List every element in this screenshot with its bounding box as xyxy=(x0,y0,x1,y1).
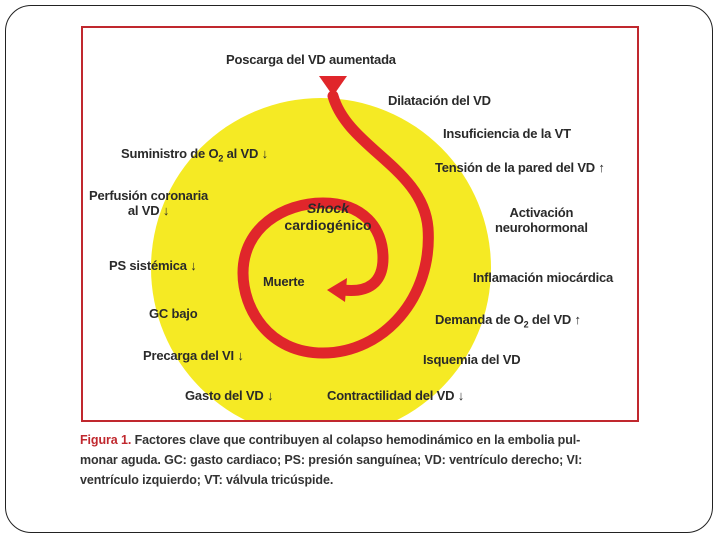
label-inflamacion: Inflamación miocárdica xyxy=(473,270,614,285)
label-perfusion-line2 xyxy=(89,203,208,218)
caption-line1 xyxy=(80,430,655,450)
label-isquemia: Isquemia del VD xyxy=(423,352,521,367)
label-perfusion xyxy=(89,188,208,218)
arrow-down-icon: ↓ xyxy=(190,258,197,273)
label-precarga xyxy=(143,348,244,363)
label-demanda-post: del VD xyxy=(528,312,572,327)
label-poscarga: Poscarga del VD aumentada xyxy=(226,52,396,67)
label-tension-text: Tensión de la pared del VD xyxy=(435,160,595,175)
label-demanda-sub: 2 xyxy=(523,319,529,330)
label-demanda xyxy=(435,312,581,333)
label-activacion xyxy=(495,205,588,235)
label-suministro xyxy=(121,146,268,167)
label-contractilidad-text: Contractilidad del VD xyxy=(327,388,455,403)
arrow-down-icon: ↓ xyxy=(237,348,244,363)
label-ps xyxy=(109,258,197,273)
arrow-down-icon: ↓ xyxy=(162,203,170,218)
label-perfusion-line2-text: al VD xyxy=(127,203,160,218)
label-suministro-post: al VD xyxy=(223,146,259,161)
caption-line3: ventrículo izquierdo; VT: válvula tricúspide. xyxy=(80,473,334,487)
label-perfusion-line1: Perfusión coronaria xyxy=(89,188,209,203)
caption-figure-label: Figura 1. xyxy=(80,433,132,447)
arrow-up-icon: ↑ xyxy=(574,312,581,327)
arrow-up-icon: ↑ xyxy=(598,160,605,175)
center-shock-label xyxy=(273,200,383,234)
center-shock-line2: cardiogénico xyxy=(284,217,372,233)
label-insuficiencia: Insuficiencia de la VT xyxy=(443,126,571,141)
arrow-down-icon: ↓ xyxy=(261,146,268,161)
figure-box xyxy=(81,26,639,422)
label-precarga-text: Precarga del VI xyxy=(143,348,234,363)
label-dilatacion: Dilatación del VD xyxy=(388,93,491,108)
label-demanda-text: Demanda de O xyxy=(435,312,524,327)
caption-line1-text: Factores clave que contribuyen al colapso hemodinámico en la embolia pul- xyxy=(131,433,581,447)
arrow-down-icon: ↓ xyxy=(457,388,464,403)
arrow-down-icon: ↓ xyxy=(266,388,274,403)
center-muerte-label: Muerte xyxy=(263,274,305,289)
center-shock-line1: Shock xyxy=(306,200,349,216)
label-gc: GC bajo xyxy=(149,306,198,321)
label-ps-text: PS sistémica xyxy=(109,258,187,273)
label-gasto xyxy=(185,388,273,403)
label-gasto-text: Gasto del VD xyxy=(185,388,264,403)
label-activacion-line2: neurohormonal xyxy=(495,220,588,235)
label-contractilidad xyxy=(327,388,464,403)
caption-line2: monar aguda. GC: gasto cardiaco; PS: presión sanguínea; VD: ventrículo derecho; VI: xyxy=(80,453,583,467)
label-suministro-text: Suministro de O xyxy=(121,146,219,161)
label-activacion-line1: Activación xyxy=(509,205,574,220)
label-suministro-sub: 2 xyxy=(218,153,224,164)
top-triangle-marker xyxy=(319,76,347,96)
label-tension xyxy=(435,160,605,175)
figure-caption xyxy=(80,430,655,490)
